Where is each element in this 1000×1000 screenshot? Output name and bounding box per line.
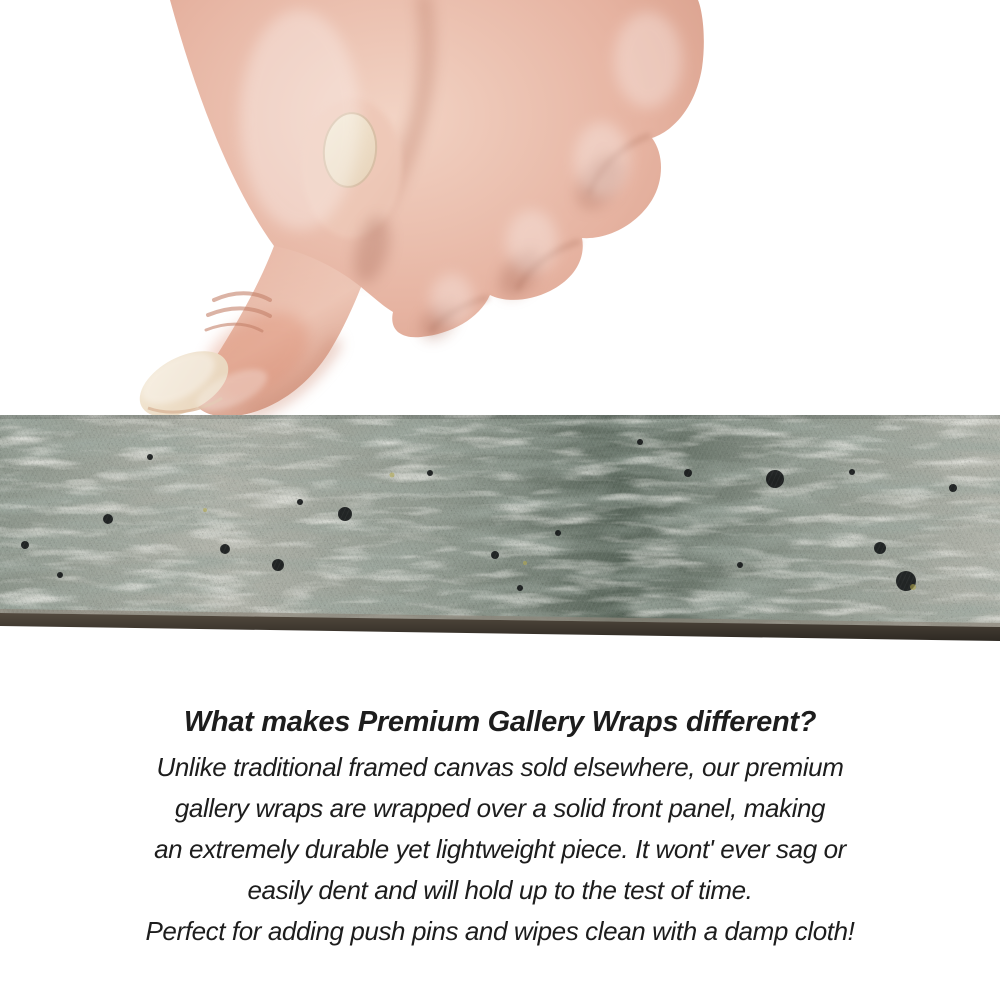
body-text <box>0 747 1000 952</box>
canvas-edge-strip <box>0 415 1000 643</box>
body-line: Perfect for adding push pins and wipes clean with a damp cloth! <box>145 916 855 946</box>
marketing-copy <box>0 704 1000 952</box>
hand-pressing-thumb-illustration <box>0 0 1000 418</box>
body-line: easily dent and will hold up to the test of time. <box>247 875 753 905</box>
body-line: an extremely durable yet lightweight piece. It wont' ever sag or <box>154 834 846 864</box>
hand-photo <box>0 0 1000 418</box>
headline: What makes Premium Gallery Wraps different? <box>183 706 817 738</box>
canvas-texture <box>0 415 1000 643</box>
body-line: gallery wraps are wrapped over a solid front panel, making <box>174 793 826 823</box>
canvas-paint-texture <box>0 415 1000 627</box>
body-line: Unlike traditional framed canvas sold elsewhere, our premium <box>156 752 844 782</box>
